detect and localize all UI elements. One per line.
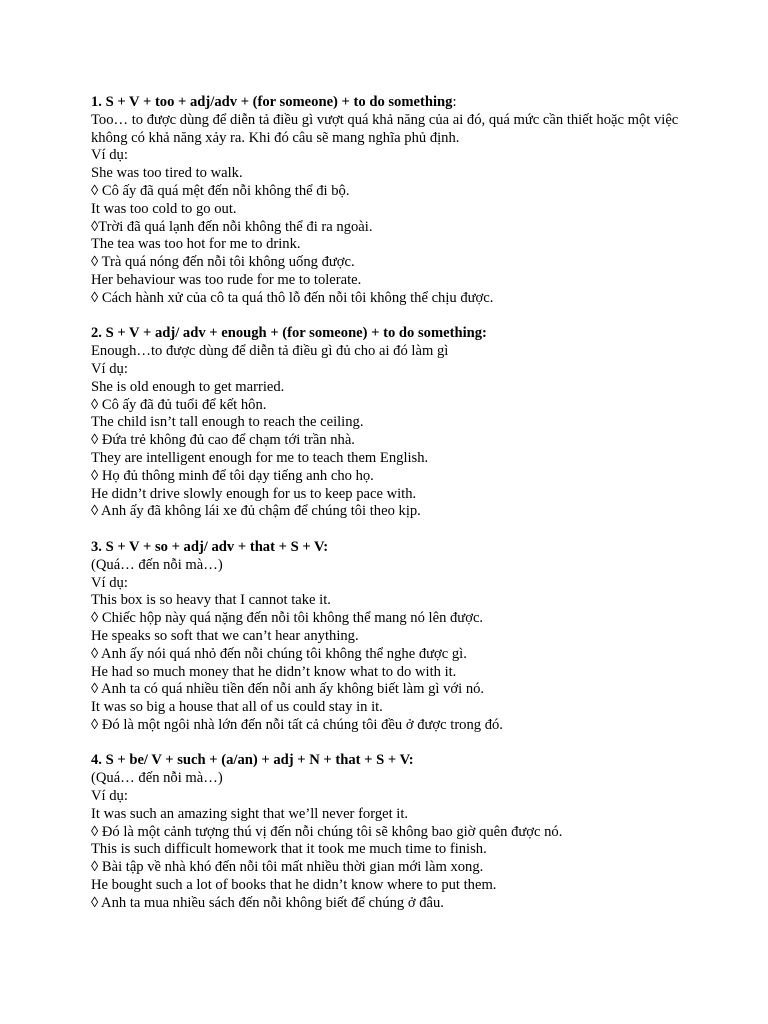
meaning-text: (Quá… đến nỗi mà…) <box>91 556 223 573</box>
section-heading <box>91 94 691 112</box>
section-such-that <box>91 752 691 912</box>
section-heading-suffix: : <box>452 94 457 110</box>
section-heading <box>91 539 691 557</box>
example-english: The child isn’t tall enough to reach the ceiling. <box>91 414 364 431</box>
section-heading-bold: 3. S + V + so + adj/ adv + that + S + V: <box>91 538 329 555</box>
definition-text: Too… to được dùng để diễn tả điều gì vượt quá khả năng của ai đó, quá mức cần thiết hoặc một việc không có khả năng xảy ra. Khi đó câu sẽ mang nghĩa phủ định. <box>91 111 679 146</box>
example-vietnamese: ◊ Bài tập về nhà khó đến nỗi tôi mất nhiều thời gian mới làm xong. <box>91 859 484 876</box>
example-label: Ví dụ: <box>91 788 128 805</box>
section-too-adj <box>91 94 691 308</box>
definition-text: Enough…to được dùng để diễn tả điều gì đủ cho ai đó làm gì <box>91 343 449 360</box>
section-heading <box>91 325 691 343</box>
example-vietnamese: ◊ Họ đủ thông minh để tôi dạy tiếng anh cho họ. <box>91 467 374 484</box>
example-english: This is such difficult homework that it took me much time to finish. <box>91 841 487 858</box>
example-english: He speaks so soft that we can’t hear anything. <box>91 627 359 644</box>
example-english: He didn’t drive slowly enough for us to keep pace with. <box>91 485 417 502</box>
example-vietnamese: ◊ Trà quá nóng đến nỗi tôi không uống được. <box>91 254 355 271</box>
example-english: He had so much money that he didn’t know what to do with it. <box>91 663 457 680</box>
example-english: It was too cold to go out. <box>91 200 237 217</box>
section-enough <box>91 325 691 521</box>
section-heading-bold: 1. S + V + too + adj/adv + (for someone) + to do something <box>91 94 453 110</box>
document-page <box>91 94 691 930</box>
example-english: Her behaviour was too rude for me to tolerate. <box>91 271 362 288</box>
example-vietnamese: ◊ Cô ấy đã đủ tuổi để kết hôn. <box>91 396 267 413</box>
section-heading-bold: 4. S + be/ V + such + (a/an) + adj + N + that + S + V: <box>91 752 414 769</box>
example-vietnamese: ◊ Cô ấy đã quá mệt đến nỗi không thể đi bộ. <box>91 182 350 199</box>
example-label: Ví dụ: <box>91 147 128 164</box>
example-vietnamese: ◊ Anh ta mua nhiều sách đến nỗi không biết để chúng ở đâu. <box>91 894 444 911</box>
example-vietnamese: ◊Trời đã quá lạnh đến nỗi không thể đi ra ngoài. <box>91 218 373 235</box>
example-english: She was too tired to walk. <box>91 165 243 182</box>
example-english: They are intelligent enough for me to teach them English. <box>91 449 429 466</box>
example-vietnamese: ◊ Cách hành xử của cô ta quá thô lỗ đến nỗi tôi không thể chịu được. <box>91 289 494 306</box>
example-english: It was so big a house that all of us could stay in it. <box>91 699 383 716</box>
section-heading-bold: 2. S + V + adj/ adv + enough + (for someone) + to do something: <box>91 325 487 342</box>
example-vietnamese: ◊ Chiếc hộp này quá nặng đến nỗi tôi không thể mang nó lên được. <box>91 610 484 627</box>
example-english: He bought such a lot of books that he didn’t know where to put them. <box>91 877 497 894</box>
example-label: Ví dụ: <box>91 574 128 591</box>
example-english: It was such an amazing sight that we’ll never forget it. <box>91 805 409 822</box>
example-vietnamese: ◊ Anh ta có quá nhiều tiền đến nỗi anh ấy không biết làm gì với nó. <box>91 681 485 698</box>
example-vietnamese: ◊ Đó là một ngôi nhà lớn đến nỗi tất cả chúng tôi đều ở được trong đó. <box>91 716 503 733</box>
meaning-text: (Quá… đến nỗi mà…) <box>91 770 223 787</box>
example-vietnamese: ◊ Đó là một cảnh tượng thú vị đến nỗi chúng tôi sẽ không bao giờ quên được nó. <box>91 823 563 840</box>
example-vietnamese: ◊ Anh ấy nói quá nhỏ đến nỗi chúng tôi không thể nghe được gì. <box>91 645 467 662</box>
example-english: This box is so heavy that I cannot take it. <box>91 592 331 609</box>
example-label: Ví dụ: <box>91 360 128 377</box>
section-heading <box>91 752 691 770</box>
example-english: She is old enough to get married. <box>91 378 285 395</box>
example-vietnamese: ◊ Anh ấy đã không lái xe đủ chậm để chúng tôi theo kịp. <box>91 503 421 520</box>
example-english: The tea was too hot for me to drink. <box>91 236 301 253</box>
section-so-that <box>91 539 691 735</box>
example-vietnamese: ◊ Đứa trẻ không đủ cao để chạm tới trần nhà. <box>91 432 355 449</box>
